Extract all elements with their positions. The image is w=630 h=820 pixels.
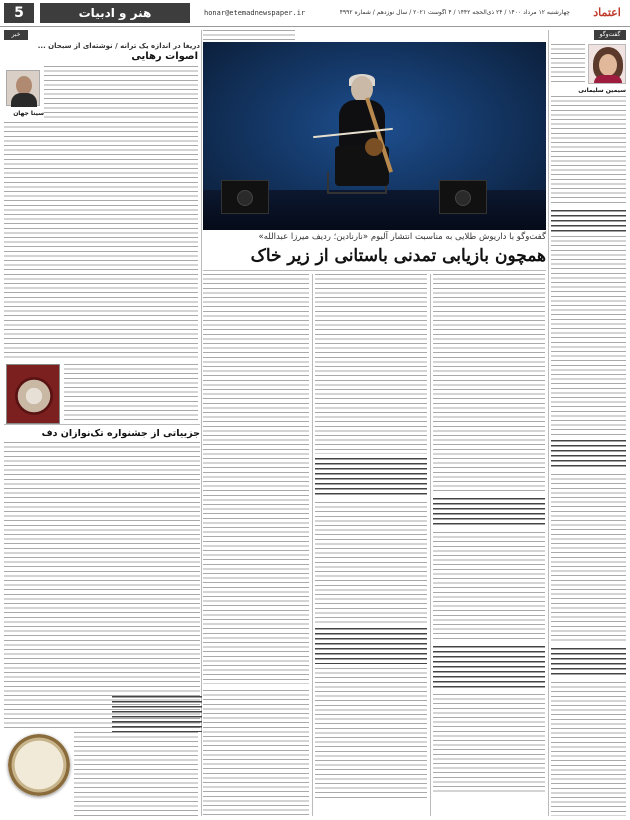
story-column-b-3 (315, 668, 427, 798)
right-text-block-1 (551, 44, 585, 84)
story-subhead-b2 (315, 628, 427, 664)
story-subhead-b1 (315, 458, 427, 498)
right-text-block-5 (551, 682, 626, 816)
story-column-a-end (203, 690, 309, 816)
left-author-name: سینا جهان‌ (13, 110, 44, 117)
story-column-b-2 (315, 502, 427, 624)
dateline: چهارشنبه ۱۲ مرداد ۱۴۰۰ / ۲۴ ذی‌الحجه ۱۴۴۲ / ۴ آگوست ۲۰۲۱ / سال نوزدهم / شماره ۴۹۹۲ (339, 9, 570, 16)
right-author-name: سیمین سلیمانی (578, 87, 626, 94)
headline-divider (203, 270, 546, 271)
right-bold-intro (551, 210, 626, 232)
story-kicker: گفت‌وگو با داریوش طلایی به مناسبت انتشار آلبوم «نارنادین؛ ردیف میرزا عبدالله» (258, 232, 546, 242)
main-story-photo (203, 42, 546, 230)
top-text-strip (203, 30, 295, 42)
page-number: 5 (4, 3, 34, 23)
story-subhead-c1 (433, 498, 545, 528)
newspaper-logo: اعتماد (593, 6, 621, 19)
speaker-icon (237, 190, 253, 206)
speaker-icon (455, 190, 471, 206)
left-divider (4, 424, 200, 425)
right-subhead-2 (551, 648, 626, 678)
column-rule-3 (430, 274, 431, 816)
stage-speaker-right (439, 180, 487, 214)
left-text-block-2 (4, 122, 198, 360)
left-author-photo (6, 70, 40, 106)
left-text-block-4 (4, 442, 200, 730)
page-header (0, 0, 630, 26)
musician-figure (313, 76, 403, 196)
section-email: honar@etemadnewspaper.ir (204, 9, 306, 17)
left-column-headline: اصوات رهایی (131, 51, 198, 62)
instrument-bowl (365, 138, 383, 156)
right-text-block-2 (551, 96, 626, 206)
daf-drum-photo (8, 734, 70, 796)
section-title: هنر و ادبیات (40, 3, 190, 23)
left-column-title: دریغا در اندازه یک ترانه / نوشته‌ای از سبحان ... (37, 42, 200, 50)
column-rule-2 (312, 274, 313, 816)
right-subhead-1 (551, 440, 626, 470)
story-column-c-2 (433, 532, 545, 642)
head-shape (351, 76, 373, 102)
left-second-headline: جزییاتی از جشنواره تک‌نوازان دف (41, 428, 200, 439)
disc-icon (15, 377, 53, 415)
right-author-photo (588, 44, 626, 84)
pull-quote-left (112, 696, 202, 732)
story-column-c (433, 274, 545, 494)
story-column-b (315, 274, 427, 454)
right-text-block-4 (551, 474, 626, 644)
column-rule-4 (548, 30, 549, 816)
body-shape (594, 75, 622, 84)
left-text-block-1 (44, 66, 198, 120)
right-text-block-3 (551, 236, 626, 436)
left-text-block-5 (74, 732, 198, 816)
header-divider (0, 26, 630, 27)
story-headline: همچون بازیابی تمدنی باستانی از زیر خاک (250, 246, 546, 266)
left-column-tag: خبر (4, 30, 28, 40)
right-column-tag: گفت‌وگو (594, 30, 626, 40)
story-subhead-c2 (433, 646, 545, 690)
face-icon (599, 54, 617, 76)
story-column-c-3 (433, 694, 545, 794)
stage-speaker-left (221, 180, 269, 214)
story-column-a (203, 274, 309, 684)
left-text-block-3 (64, 364, 198, 420)
album-cover-photo (6, 364, 60, 424)
body-shape (11, 93, 37, 107)
